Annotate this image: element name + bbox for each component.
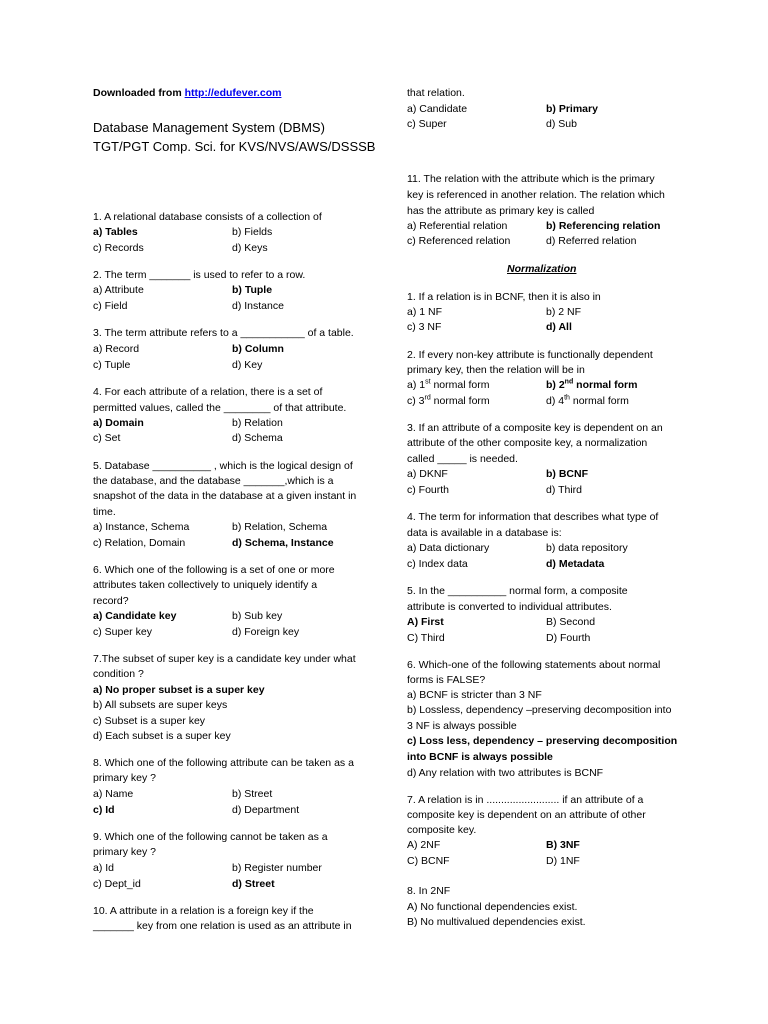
question-text-2: primary key ?	[93, 846, 157, 858]
question-text: 2. The term _______ is used to refer to a row.	[93, 269, 306, 281]
option-a-text: a) 1	[407, 379, 426, 391]
question-text-2: permitted values, called the ________ of that attribute.	[93, 402, 347, 414]
question-text-2: attributes taken collectively to uniquely identify a	[93, 579, 318, 591]
option-b: b) Register number	[232, 862, 322, 874]
question-text-3: composite key.	[407, 824, 477, 836]
option-d-text: d) 4	[546, 395, 565, 407]
option-b: b) All subsets are super keys	[93, 699, 228, 711]
option-d: d) Key	[232, 359, 263, 371]
option-c: c) Index data	[407, 558, 468, 570]
option-b: b) Relation, Schema	[232, 521, 328, 533]
option-d: d) Street	[232, 878, 275, 890]
question-text: 10. A attribute in a relation is a foreign key if the	[93, 905, 314, 917]
option-d: D) Fourth	[546, 632, 591, 644]
option-b: b) Lossless, dependency –preserving decomposition into	[407, 704, 672, 716]
option-b-cont: 3 NF is always possible	[407, 720, 517, 732]
question-text-2: key is referenced in another relation. The relation which	[407, 189, 665, 201]
option-c-suffix: normal form	[430, 395, 490, 407]
question-text: 8. In 2NF	[407, 885, 451, 897]
option-c: c) Fourth	[407, 484, 450, 496]
option-b: b) Relation	[232, 417, 283, 429]
option-d: d) Each subset is a super key	[93, 730, 231, 742]
option-a: a) Candidate	[407, 103, 468, 115]
question-text: 9. Which one of the following cannot be taken as a	[93, 831, 328, 843]
option-c: c) Loss less, dependency – preserving decomposition	[407, 735, 678, 747]
option-b: b) Tuple	[232, 284, 273, 296]
option-b: B) No multivalued dependencies exist.	[407, 916, 586, 928]
option-d: d) Foreign key	[232, 626, 300, 638]
option-c-text: c) 3	[407, 395, 425, 407]
option-a: A) First	[407, 616, 444, 628]
option-c: C) BCNF	[407, 855, 450, 867]
option-c-cont: into BCNF is always possible	[407, 751, 553, 763]
option-c: c) Id	[93, 804, 115, 816]
option-c: c) Set	[93, 432, 121, 444]
option-a: a) Name	[93, 788, 134, 800]
question-text-2: condition ?	[93, 668, 144, 680]
question-text-2: attribute is converted to individual attributes.	[407, 601, 612, 613]
option-a: a) Domain	[93, 417, 144, 429]
question-text: 4. For each attribute of a relation, there is a set of	[93, 386, 323, 398]
option-b-suffix: normal form	[573, 379, 638, 391]
question-text-3: called _____ is needed.	[407, 453, 518, 465]
option-b: b) Fields	[232, 226, 273, 238]
option-a: a) Attribute	[93, 284, 144, 296]
section-heading: Normalization	[507, 263, 577, 275]
question-text-3: snapshot of the data in the database at a given instant in	[93, 490, 357, 502]
option-a: a) Record	[93, 343, 140, 355]
option-b: b) Primary	[546, 103, 598, 115]
question-text-2: composite key is dependent on an attribute of other	[407, 809, 646, 821]
option-b: b) BCNF	[546, 468, 588, 480]
option-a: a) Instance, Schema	[93, 521, 190, 533]
downloaded-from	[93, 87, 281, 99]
option-c-sup: rd	[424, 394, 431, 402]
option-c: C) Third	[407, 632, 445, 644]
question-text-2: attribute of the other composite key, a normalization	[407, 437, 648, 449]
source-link[interactable]: http://edufever.com	[184, 87, 282, 99]
question-text-3: has the attribute as primary key is called	[407, 205, 595, 217]
option-a: a) Tables	[93, 226, 138, 238]
option-c: c) Dept_id	[93, 878, 141, 890]
option-c: c) Records	[93, 242, 144, 254]
option-a: a) BCNF is stricter than 3 NF	[407, 689, 542, 701]
option-a-sup: st	[425, 378, 431, 386]
option-c: c) Referenced relation	[407, 235, 511, 247]
question-text-4: time.	[93, 506, 116, 518]
option-d: d) All	[546, 321, 572, 333]
option-d: d) Referred relation	[546, 235, 637, 247]
option-d: d) Schema, Instance	[232, 537, 334, 549]
option-a: a) Referential relation	[407, 220, 508, 232]
option-a-suffix: normal form	[430, 379, 490, 391]
option-c: c) Tuple	[93, 359, 131, 371]
option-d	[546, 395, 629, 407]
question-text: 1. If a relation is in BCNF, then it is also in	[407, 291, 601, 303]
question-text-2: the database, and the database _______,which is a	[93, 475, 334, 487]
question-text-3: record?	[93, 595, 129, 607]
doc-title-line2: TGT/PGT Comp. Sci. for KVS/NVS/AWS/DSSSB	[93, 139, 376, 154]
option-d: d) Metadata	[546, 558, 605, 570]
question-text: 2. If every non-key attribute is functionally dependent	[407, 349, 653, 361]
question-text: 3. If an attribute of a composite key is dependent on an	[407, 422, 663, 434]
option-d: d) Third	[546, 484, 582, 496]
question-text: 5. Database __________ , which is the logical design of	[93, 460, 353, 472]
option-d: D) 1NF	[546, 855, 580, 867]
option-c: c) Relation, Domain	[93, 537, 186, 549]
option-a: a) Candidate key	[93, 610, 177, 622]
question-text: 7.The subset of super key is a candidate key under what	[93, 653, 356, 665]
question-text-2: _______ key from one relation is used as an attribute in	[93, 920, 352, 932]
question-text: 6. Which one of the following is a set of one or more	[93, 564, 335, 576]
option-b-sup: nd	[564, 378, 574, 386]
option-a: a) Data dictionary	[407, 542, 490, 554]
question-text: 11. The relation with the attribute which is the primary	[407, 173, 655, 185]
question-text-2: data is available in a database is:	[407, 527, 562, 539]
option-a: A) No functional dependencies exist.	[407, 901, 578, 913]
option-a: a) Id	[93, 862, 115, 874]
option-d: d) Instance	[232, 300, 284, 312]
question-text: 8. Which one of the following attribute can be taken as a	[93, 757, 354, 769]
option-c	[407, 395, 490, 407]
option-b-text: b) 2	[546, 379, 565, 391]
option-a: A) 2NF	[407, 839, 441, 851]
option-b: B) 3NF	[546, 839, 580, 851]
question-text: 7. A relation is in ......................... if an attribute of a	[407, 794, 644, 806]
option-b: b) 2 NF	[546, 306, 582, 318]
option-d: d) Sub	[546, 118, 577, 130]
question-text: 3. The term attribute refers to a ___________ of a table.	[93, 327, 354, 339]
question-text: 4. The term for information that describes what type of	[407, 511, 659, 523]
option-d: d) Department	[232, 804, 300, 816]
option-c: c) Field	[93, 300, 128, 312]
downloaded-label: Downloaded from	[93, 87, 182, 99]
option-b: b) Column	[232, 343, 284, 355]
option-a: a) DKNF	[407, 468, 448, 480]
option-d: d) Keys	[232, 242, 268, 254]
option-c: c) 3 NF	[407, 321, 442, 333]
option-b: b) Street	[232, 788, 273, 800]
option-b: b) data repository	[546, 542, 628, 554]
option-c: c) Super key	[93, 626, 152, 638]
option-c: c) Super	[407, 118, 447, 130]
question-text-2: primary key ?	[93, 772, 157, 784]
option-d: d) Schema	[232, 432, 283, 444]
question-text: 5. In the __________ normal form, a composite	[407, 585, 628, 597]
option-d-suffix: normal form	[569, 395, 629, 407]
option-b: b) Referencing relation	[546, 220, 661, 232]
question-text: 6. Which-one of the following statements about normal	[407, 659, 661, 671]
question-text: that relation.	[407, 87, 465, 99]
option-a: a) 1 NF	[407, 306, 443, 318]
option-a: a) No proper subset is a super key	[93, 684, 265, 696]
option-b: b) Sub key	[232, 610, 283, 622]
option-d-sup: th	[564, 394, 570, 402]
question-text-2: forms is FALSE?	[407, 674, 486, 686]
option-b: B) Second	[546, 616, 596, 628]
option-b	[546, 379, 637, 391]
question-text: 1. A relational database consists of a collection of	[93, 211, 322, 223]
option-a	[407, 379, 489, 391]
option-c: c) Subset is a super key	[93, 715, 206, 727]
question-text-2: primary key, then the relation will be in	[407, 364, 585, 376]
doc-title-line1: Database Management System (DBMS)	[93, 120, 325, 135]
option-d: d) Any relation with two attributes is BCNF	[407, 767, 604, 779]
